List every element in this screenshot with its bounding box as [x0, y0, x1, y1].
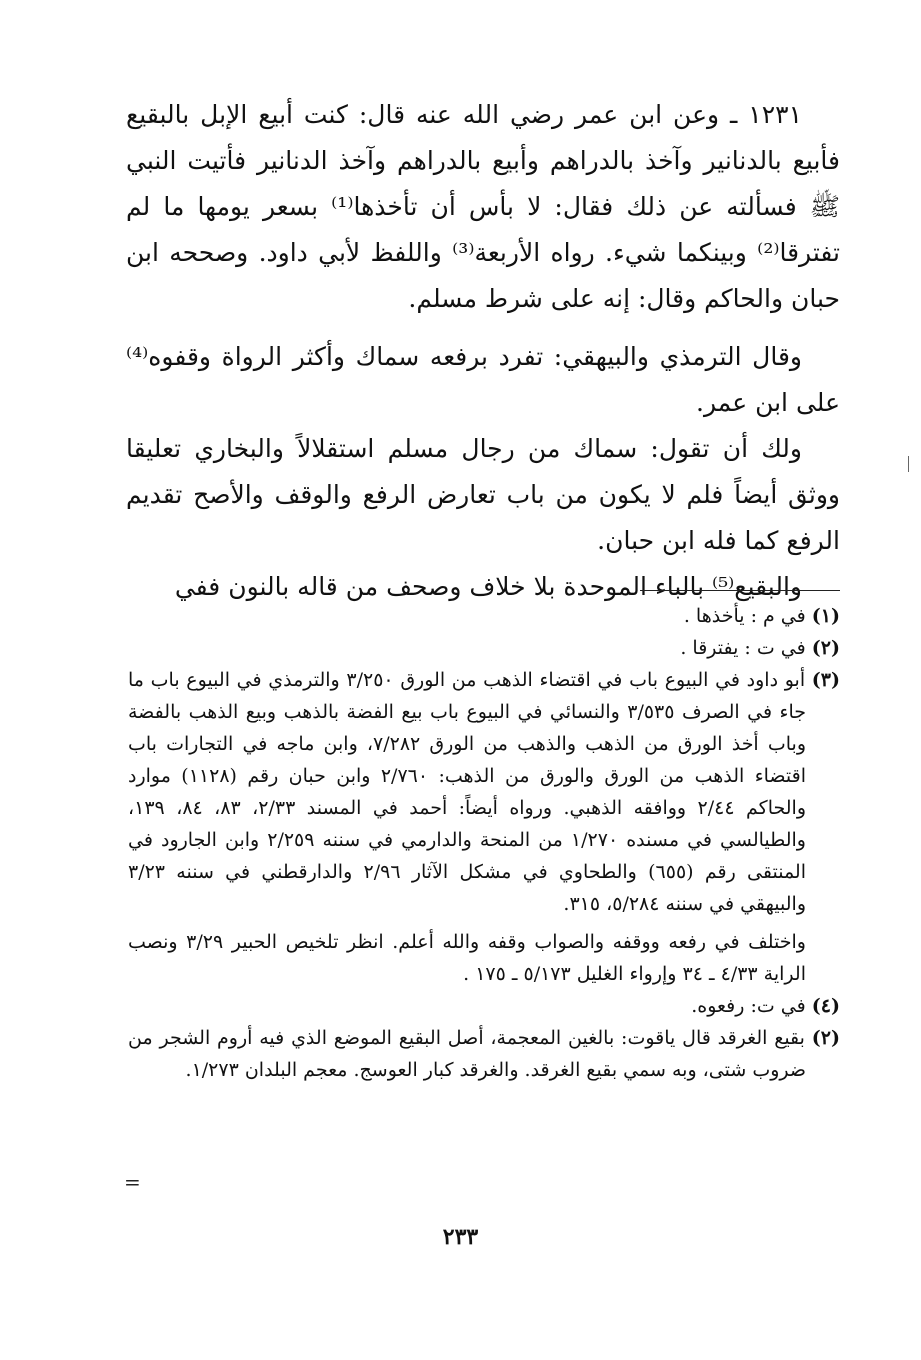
hadith-paragraph: ١٢٣١ ـ وعن ابن عمر رضي الله عنه قال: كنت أبيع الإبل بالبقيع فأبيع بالدنانير وآخذ بالدراهم وأبيع بالدراهم وآخذ الدنانير فأتيت النبي ﷺ فسألته عن ذلك فقال: لا بأس أن تأخذها⁽¹⁾ بسعر يومها ما لم تفترقا⁽²⁾ وبينكما شيء. رواه الأربعة⁽³⁾ واللفظ لأبي داود. وصححه ابن حبان والحاكم وقال: إنه على شرط مسلم. [126, 100, 840, 313]
footnote-3-continuation: واختلف في رفعه ووقفه والصواب وقفه والله أعلم. انظر تلخيص الحبير ٣/٢٩ ونصب الراية ٤/٣٣ ـ ٣٤ وإرواء الغليل ٥/١٧٣ ـ ١٧٥ . [128, 931, 806, 985]
footnote-text: في ت : يفترقا . [680, 637, 806, 659]
continuation-mark: = [124, 1170, 141, 1194]
footnote-text: بقيع الغرقد قال ياقوت: بالغين المعجمة، أصل البقيع الموضع الذي فيه أروم الشجر من ضروب شتى، وبه سمي بقيع الغرقد. والغرقد كبار العوسج. معجم البلدان ١/٢٧٣. [128, 1027, 806, 1081]
commentary-paragraph: وقال الترمذي والبيهقي: تفرد برفعه سماك وأكثر الرواة وقفوه⁽⁴⁾ على ابن عمر. [126, 342, 840, 417]
footnote-number: (٢) [811, 637, 840, 659]
footnote-2 [128, 632, 840, 664]
page-number: ٢٣٣ [442, 1224, 479, 1250]
main-text [126, 92, 840, 610]
footnote-1 [128, 600, 840, 632]
footnote-number: (٤) [811, 995, 840, 1017]
footnote-3 [128, 664, 840, 920]
footnote-text: أبو داود في البيوع باب في اقتضاء الذهب من الورق ٣/٢٥٠ والترمذي في البيوع باب ما جاء في الصرف ٣/٥٣٥ والنسائي في البيوع باب بيع الفضة بالذهب وبيع الذهب بالفضة وباب أخذ الورق من الذهب والذهب من الورق ٧/٢٨٢، وابن ماجه في التجارات باب اقتضاء الذهب من الورق والورق من الذهب: ٢/٧٦٠ وابن حبان رقم (١١٢٨) موارد والحاكم ٢/٤٤ ووافقه الذهبي. ورواه أيضاً: أحمد في المسند ٢/٣٣، ٨٣، ٨٤، ١٣٩، والطيالسي في مسنده ١/٢٧٠ من المنحة والدارمي في سننه ٢/٢٥٩ وابن الجارود في المنتقى رقم (٦٥٥) والطحاوي في مشكل الآثار ٢/٩٦ والدارقطني في سننه ٣/٢٣ والبيهقي في سننه ٥/٢٨٤، ٣١٥. [128, 669, 806, 915]
footnote-number: (١) [811, 605, 840, 627]
footnote-text: في م : يأخذها . [683, 605, 806, 627]
footnotes [128, 600, 840, 1086]
footnote-text: في ت: رفعوه. [691, 995, 806, 1017]
footnote-number: (٢) [811, 1027, 841, 1049]
commentary-paragraph: ولك أن تقول: سماك من رجال مسلم استقلالاً والبخاري تعليقا ووثق أيضاً فلم لا يكون من باب تعارض الرفع والوقف والأصح تقديم الرفع كما فله ابن حبان. [126, 434, 840, 555]
footnote-separator [640, 590, 840, 591]
commentary-paragraph: والبقيع⁽⁵⁾ بالباء الموحدة بلا خلاف وصحف من قاله بالنون ففي [174, 572, 802, 601]
edge-mark [908, 456, 909, 472]
footnote-5 [128, 1022, 840, 1086]
footnote-4 [128, 990, 840, 1022]
footnote-number: (٣) [811, 669, 840, 691]
